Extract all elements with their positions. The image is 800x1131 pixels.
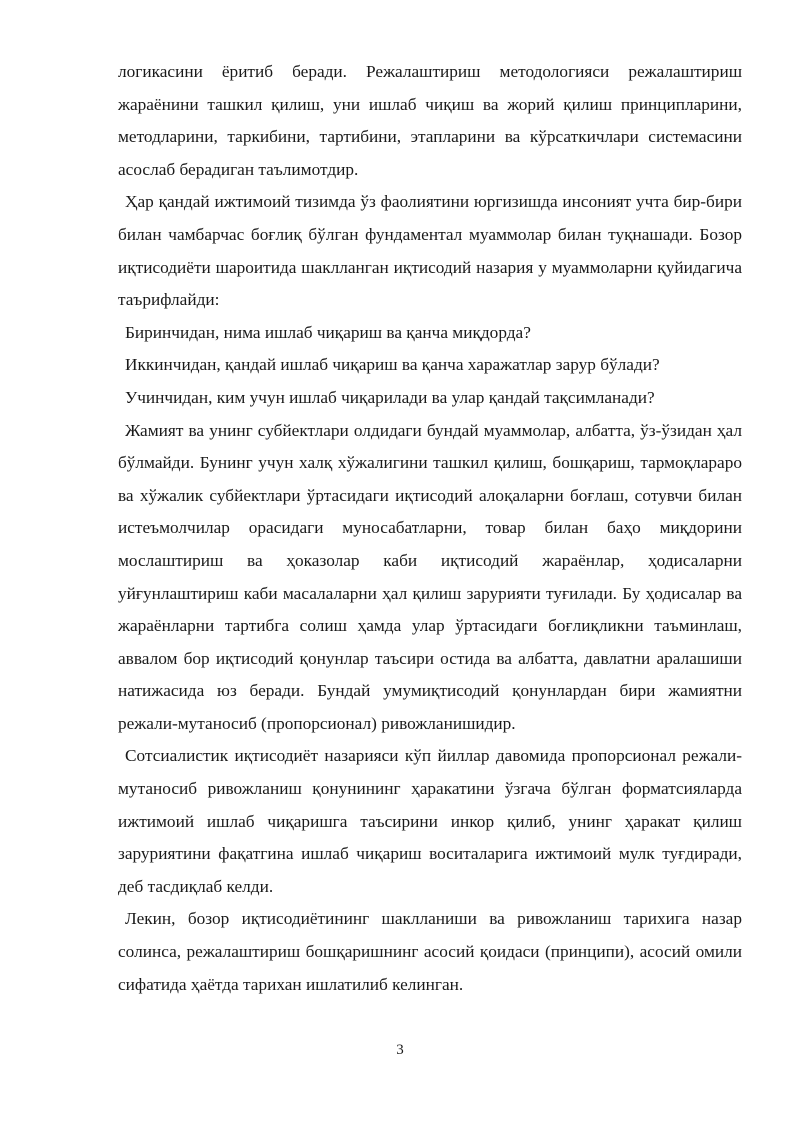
body-text [118,56,742,1001]
list-item-first-question: Биринчидан, нима ишлаб чиқариш ва қанча миқдорда? [125,322,531,342]
paragraph-fundamental-problems: Ҳар қандай ижтимоий тизимда ўз фаолиятини юргизишда инсоният учта бир-бири билан чамбарчас боғлиқ бўлган фундаментал муаммолар билан туқнашади. Бозор иқтисодиёти шароитида шаклланган иқтисодий назария у муаммоларни қуйидагича таърифлайди: [118,192,742,310]
paragraph-socialist-theory: Сотсиалистик иқтисодиёт назарияси кўп йиллар давомида пропорсионал режали-мутаносиб ривожланиш қонунининг ҳаракатини ўзгача бўлган форматсияларда ижтимоий ишлаб чиқаришга таъсирини инкор қилиб, унинг ҳаракат қилиш заруриятини фақатгина ишлаб чиқариш воситаларига ижтимоий мулк туғдиради, деб тасдиқлаб келди. [118,746,742,896]
list-item-third-question: Учинчидан, ким учун ишлаб чиқарилади ва улар қандай тақсимланади? [125,387,655,407]
list-item-second-question: Иккинчидан, қандай ишлаб чиқариш ва қанча харажатлар зарур бўлади? [125,355,660,375]
paragraph-market-economy: Лекин, бозор иқтисодиётининг шаклланиши ва ривожланиш тарихига назар солинса, режалаштириш бошқаришнинг асосий қоидаси (принципи), асосий омили сифатида ҳаётда тарихан ишлатилиб келинган. [118,909,742,994]
page-number: 3 [396,1042,404,1058]
paragraph-society-problems: Жамият ва унинг субйектлари олдидаги бундай муаммолар, албатта, ўз-ўзидан ҳал бўлмайди. Бунинг учун халқ хўжалигини ташкил қилиш, бошқариш, тармоқлараро ва хўжалик субйектлари ўртасидаги иқтисодий алоқаларни боғлаш, сотувчи билан истеъмолчилар орасидаги муносабатларни, товар билан баҳо миқдорини мослаштириш ва ҳоказолар каби иқтисодий жараёнлар, ҳодисаларни уйғунлаштириш каби масалаларни ҳал қилиш зарурияти туғилади. Бу ҳодисалар ва жараёнларни тартибга солиш ҳамда улар ўртасидаги боғлиқликни таъминлаш, аввалом бор иқтисодий қонунлар таъсири остида ва албатта, давлатни аралашиши натижасида юз беради. Бундай умумиқтисодий қонунлардан бири жамиятни режали-мутаносиб (пропорсионал) ривожланишидир. [118,420,742,733]
paragraph-continuation: логикасини ёритиб беради. Режалаштириш методологияси режалаштириш жараёнини ташкил қилиш, уни ишлаб чиқиш ва жорий қилиш принципларини, методларини, таркибини, тартибини, этапларини ва кўрсаткичлари системасини асослаб берадиган таълимотдир. [118,62,742,179]
